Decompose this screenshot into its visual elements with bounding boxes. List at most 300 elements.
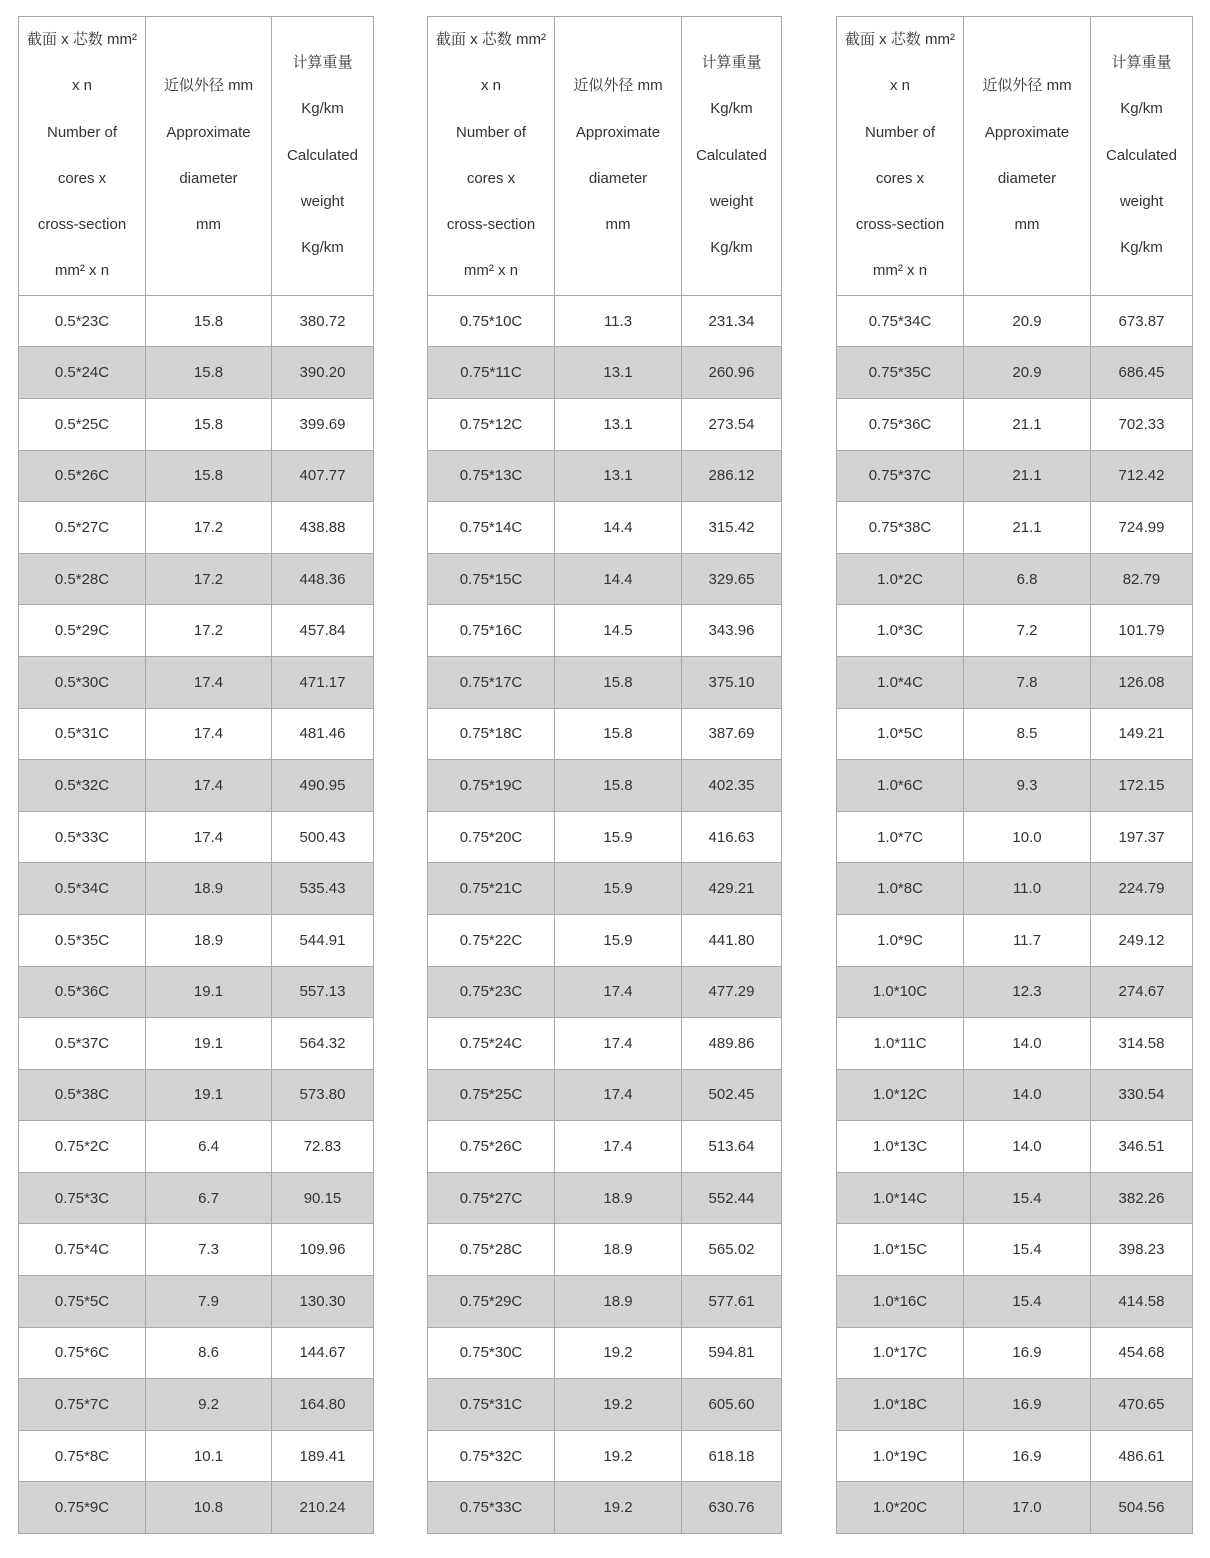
cell-cross-section: 0.75*32C — [428, 1430, 555, 1482]
cell-cross-section: 0.75*10C — [428, 295, 555, 347]
cell-cross-section: 0.75*11C — [428, 347, 555, 399]
cell-diameter: 17.2 — [146, 605, 272, 657]
table-row — [837, 708, 1193, 760]
table-row — [428, 760, 782, 812]
cell-diameter: 21.1 — [964, 450, 1091, 502]
cell-diameter: 17.4 — [555, 966, 682, 1018]
table-row — [428, 914, 782, 966]
cell-cross-section: 1.0*15C — [837, 1224, 964, 1276]
cell-cross-section: 0.5*37C — [19, 1018, 146, 1070]
cell-weight: 573.80 — [272, 1069, 374, 1121]
cell-weight: 109.96 — [272, 1224, 374, 1276]
cell-weight: 197.37 — [1091, 811, 1193, 863]
cell-cross-section: 1.0*19C — [837, 1430, 964, 1482]
header-line: diameter — [588, 169, 648, 187]
cell-diameter: 18.9 — [146, 863, 272, 915]
cell-diameter: 18.9 — [146, 914, 272, 966]
cell-diameter: 15.8 — [146, 295, 272, 347]
cable-table-3 — [836, 16, 1193, 1534]
header-diameter — [964, 17, 1091, 296]
table-row — [428, 708, 782, 760]
table-row — [19, 1224, 374, 1276]
header-diameter — [146, 17, 272, 296]
cell-weight: 274.67 — [1091, 966, 1193, 1018]
table-row — [837, 863, 1193, 915]
cell-cross-section: 1.0*11C — [837, 1018, 964, 1070]
cell-weight: 101.79 — [1091, 605, 1193, 657]
cell-weight: 686.45 — [1091, 347, 1193, 399]
cell-weight: 273.54 — [682, 398, 782, 450]
cell-cross-section: 1.0*13C — [837, 1121, 964, 1173]
table-row — [19, 295, 374, 347]
header-line: 近似外径 mm — [163, 77, 254, 95]
cell-weight: 457.84 — [272, 605, 374, 657]
cell-diameter: 14.0 — [964, 1121, 1091, 1173]
cell-weight: 314.58 — [1091, 1018, 1193, 1070]
cell-diameter: 7.2 — [964, 605, 1091, 657]
cell-cross-section: 0.5*32C — [19, 760, 146, 812]
cell-cross-section: 0.75*3C — [19, 1172, 146, 1224]
cell-weight: 441.80 — [682, 914, 782, 966]
table-row — [837, 450, 1193, 502]
table-row — [837, 1276, 1193, 1328]
cell-weight: 502.45 — [682, 1069, 782, 1121]
cell-cross-section: 0.5*24C — [19, 347, 146, 399]
cell-diameter: 18.9 — [555, 1224, 682, 1276]
cell-weight: 552.44 — [682, 1172, 782, 1224]
cell-cross-section: 1.0*8C — [837, 863, 964, 915]
header-line: mm² x n — [872, 262, 928, 280]
cell-weight: 330.54 — [1091, 1069, 1193, 1121]
header-line: 截面 x 芯数 mm² — [845, 31, 955, 48]
cell-weight: 346.51 — [1091, 1121, 1193, 1173]
cell-weight: 513.64 — [682, 1121, 782, 1173]
cell-cross-section: 1.0*17C — [837, 1327, 964, 1379]
cell-diameter: 18.9 — [555, 1276, 682, 1328]
header-weight — [682, 17, 782, 296]
cell-cross-section: 1.0*18C — [837, 1379, 964, 1431]
cell-weight: 500.43 — [272, 811, 374, 863]
table-row — [428, 347, 782, 399]
cell-cross-section: 0.75*31C — [428, 1379, 555, 1431]
cell-diameter: 17.4 — [146, 708, 272, 760]
cell-weight: 414.58 — [1091, 1276, 1193, 1328]
cell-weight: 481.46 — [272, 708, 374, 760]
header-line: 计算重量 — [292, 54, 353, 72]
cell-cross-section: 0.5*34C — [19, 863, 146, 915]
header-line: weight — [1119, 193, 1164, 211]
cell-diameter: 16.9 — [964, 1379, 1091, 1431]
cell-cross-section: 0.5*25C — [19, 398, 146, 450]
cell-cross-section: 0.75*22C — [428, 914, 555, 966]
cell-weight: 594.81 — [682, 1327, 782, 1379]
cell-cross-section: 1.0*4C — [837, 656, 964, 708]
cell-diameter: 10.8 — [146, 1482, 272, 1534]
cell-cross-section: 0.75*36C — [837, 398, 964, 450]
table-row — [19, 1121, 374, 1173]
table-row — [428, 966, 782, 1018]
cell-weight: 380.72 — [272, 295, 374, 347]
cell-cross-section: 0.75*37C — [837, 450, 964, 502]
header-line: diameter — [997, 169, 1057, 187]
header-line: 近似外径 mm — [573, 77, 663, 95]
cell-diameter: 19.2 — [555, 1482, 682, 1534]
cell-diameter: 13.1 — [555, 347, 682, 399]
header-line: Kg/km — [710, 239, 753, 257]
cell-cross-section: 0.75*34C — [837, 295, 964, 347]
cell-diameter: 6.7 — [146, 1172, 272, 1224]
cell-cross-section: 1.0*6C — [837, 760, 964, 812]
cell-weight: 557.13 — [272, 966, 374, 1018]
header-line: weight — [709, 193, 754, 211]
table-row — [19, 811, 374, 863]
header-line: mm — [605, 216, 631, 234]
cable-table-1 — [18, 16, 374, 1534]
table-row — [837, 347, 1193, 399]
cell-weight: 454.68 — [1091, 1327, 1193, 1379]
table-row — [837, 656, 1193, 708]
cell-weight: 429.21 — [682, 863, 782, 915]
cell-diameter: 10.1 — [146, 1430, 272, 1482]
cell-weight: 224.79 — [1091, 863, 1193, 915]
cell-weight: 438.88 — [272, 502, 374, 554]
cell-cross-section: 0.75*27C — [428, 1172, 555, 1224]
table-row — [428, 863, 782, 915]
cell-diameter: 14.5 — [555, 605, 682, 657]
cell-weight: 189.41 — [272, 1430, 374, 1482]
cell-weight: 231.34 — [682, 295, 782, 347]
cell-cross-section: 0.5*35C — [19, 914, 146, 966]
cell-cross-section: 0.75*15C — [428, 553, 555, 605]
cell-weight: 544.91 — [272, 914, 374, 966]
table-row — [428, 295, 782, 347]
cell-diameter: 8.5 — [964, 708, 1091, 760]
table-row — [19, 1482, 374, 1534]
table-row — [428, 1224, 782, 1276]
cell-weight: 164.80 — [272, 1379, 374, 1431]
table-row — [837, 1482, 1193, 1534]
table-row — [19, 760, 374, 812]
table-row — [428, 1172, 782, 1224]
cell-cross-section: 1.0*7C — [837, 811, 964, 863]
cell-diameter: 7.3 — [146, 1224, 272, 1276]
cell-cross-section: 1.0*2C — [837, 553, 964, 605]
cell-diameter: 17.2 — [146, 502, 272, 554]
cell-weight: 72.83 — [272, 1121, 374, 1173]
cell-diameter: 7.8 — [964, 656, 1091, 708]
header-line: cores x — [466, 169, 516, 187]
cell-diameter: 11.3 — [555, 295, 682, 347]
header-line: Kg/km — [301, 100, 344, 118]
table-row — [19, 914, 374, 966]
table-row — [428, 1327, 782, 1379]
cell-diameter: 17.2 — [146, 553, 272, 605]
cell-weight: 702.33 — [1091, 398, 1193, 450]
table-row — [837, 605, 1193, 657]
header-line: Kg/km — [1120, 239, 1163, 257]
table-row — [19, 553, 374, 605]
header-line: weight — [300, 193, 345, 211]
cell-diameter: 19.1 — [146, 966, 272, 1018]
table-row — [19, 708, 374, 760]
cell-diameter: 11.7 — [964, 914, 1091, 966]
table-row — [19, 1172, 374, 1224]
header-line: 计算重量 — [701, 54, 762, 72]
cell-diameter: 20.9 — [964, 295, 1091, 347]
header-cross-section — [19, 17, 146, 296]
cell-diameter: 15.9 — [555, 811, 682, 863]
cell-weight: 375.10 — [682, 656, 782, 708]
cell-diameter: 19.2 — [555, 1327, 682, 1379]
cell-diameter: 21.1 — [964, 502, 1091, 554]
header-line: Calculated — [1106, 146, 1177, 164]
cell-cross-section: 0.75*17C — [428, 656, 555, 708]
table-row — [19, 1379, 374, 1431]
cell-cross-section: 0.75*28C — [428, 1224, 555, 1276]
cell-weight: 90.15 — [272, 1172, 374, 1224]
table-row — [837, 1069, 1193, 1121]
cell-diameter: 6.8 — [964, 553, 1091, 605]
cell-cross-section: 1.0*12C — [837, 1069, 964, 1121]
header-line: x n — [889, 77, 910, 95]
cell-diameter: 17.4 — [146, 811, 272, 863]
cell-diameter: 15.9 — [555, 914, 682, 966]
cell-weight: 504.56 — [1091, 1482, 1193, 1534]
cell-cross-section: 0.75*5C — [19, 1276, 146, 1328]
cell-cross-section: 0.75*14C — [428, 502, 555, 554]
cell-weight: 329.65 — [682, 553, 782, 605]
cell-cross-section: 0.5*30C — [19, 656, 146, 708]
cell-diameter: 14.0 — [964, 1018, 1091, 1070]
header-line: cross-section — [37, 216, 127, 234]
cell-weight: 630.76 — [682, 1482, 782, 1534]
table-row — [428, 1482, 782, 1534]
table-row — [428, 1069, 782, 1121]
cell-weight: 249.12 — [1091, 914, 1193, 966]
cell-weight: 390.20 — [272, 347, 374, 399]
table-row — [428, 553, 782, 605]
table-row — [428, 1276, 782, 1328]
header-weight — [1091, 17, 1193, 296]
cell-diameter: 10.0 — [964, 811, 1091, 863]
cell-weight: 535.43 — [272, 863, 374, 915]
cell-weight: 490.95 — [272, 760, 374, 812]
cell-weight: 126.08 — [1091, 656, 1193, 708]
cell-cross-section: 0.5*31C — [19, 708, 146, 760]
table-row — [428, 502, 782, 554]
cell-weight: 416.63 — [682, 811, 782, 863]
cell-weight: 149.21 — [1091, 708, 1193, 760]
cell-diameter: 15.4 — [964, 1172, 1091, 1224]
header-line: x n — [71, 77, 92, 95]
cell-diameter: 17.0 — [964, 1482, 1091, 1534]
table-row — [837, 1121, 1193, 1173]
cell-diameter: 17.4 — [146, 656, 272, 708]
header-cross-section — [837, 17, 964, 296]
cell-weight: 172.15 — [1091, 760, 1193, 812]
cell-cross-section: 0.5*27C — [19, 502, 146, 554]
cell-diameter: 17.4 — [555, 1069, 682, 1121]
cell-diameter: 15.8 — [555, 760, 682, 812]
table-row — [19, 605, 374, 657]
cell-cross-section: 0.75*9C — [19, 1482, 146, 1534]
table-row — [428, 398, 782, 450]
header-line: Approximate — [575, 123, 661, 141]
cell-cross-section: 0.75*4C — [19, 1224, 146, 1276]
cell-cross-section: 0.75*20C — [428, 811, 555, 863]
header-line: Calculated — [696, 146, 767, 164]
cell-cross-section: 0.5*38C — [19, 1069, 146, 1121]
cell-diameter: 14.0 — [964, 1069, 1091, 1121]
header-line: Kg/km — [301, 239, 344, 257]
cell-diameter: 6.4 — [146, 1121, 272, 1173]
cell-cross-section: 0.75*7C — [19, 1379, 146, 1431]
header-row — [428, 17, 782, 296]
cell-weight: 618.18 — [682, 1430, 782, 1482]
table-row — [19, 1327, 374, 1379]
cell-weight: 471.17 — [272, 656, 374, 708]
cell-diameter: 17.4 — [555, 1018, 682, 1070]
table-row — [428, 1018, 782, 1070]
cable-table-2 — [427, 16, 782, 1534]
table-row — [19, 1018, 374, 1070]
cell-cross-section: 0.5*28C — [19, 553, 146, 605]
cell-weight: 470.65 — [1091, 1379, 1193, 1431]
cell-cross-section: 0.75*29C — [428, 1276, 555, 1328]
cell-diameter: 13.1 — [555, 398, 682, 450]
cell-cross-section: 0.75*23C — [428, 966, 555, 1018]
header-line: mm² x n — [463, 262, 519, 280]
cell-diameter: 20.9 — [964, 347, 1091, 399]
cell-weight: 565.02 — [682, 1224, 782, 1276]
table-row — [428, 656, 782, 708]
table-row — [837, 553, 1193, 605]
table-row — [19, 1276, 374, 1328]
header-line: Kg/km — [710, 100, 753, 118]
cell-cross-section: 0.5*26C — [19, 450, 146, 502]
table-row — [837, 295, 1193, 347]
cell-diameter: 9.2 — [146, 1379, 272, 1431]
cell-cross-section: 0.75*35C — [837, 347, 964, 399]
header-line: 计算重量 — [1111, 54, 1172, 72]
cell-diameter: 17.4 — [146, 760, 272, 812]
cell-diameter: 15.8 — [146, 450, 272, 502]
cell-cross-section: 0.5*36C — [19, 966, 146, 1018]
cell-cross-section: 1.0*10C — [837, 966, 964, 1018]
cell-cross-section: 0.75*16C — [428, 605, 555, 657]
header-line: cross-section — [855, 216, 945, 234]
table-row — [19, 656, 374, 708]
cell-diameter: 15.8 — [146, 347, 272, 399]
cell-diameter: 19.2 — [555, 1379, 682, 1431]
table-row — [19, 450, 374, 502]
table-row — [19, 1430, 374, 1482]
table-row — [837, 1379, 1193, 1431]
cell-diameter: 15.8 — [555, 656, 682, 708]
header-line: cores x — [875, 169, 925, 187]
header-line: Approximate — [984, 123, 1070, 141]
cell-cross-section: 0.75*13C — [428, 450, 555, 502]
cell-cross-section: 1.0*16C — [837, 1276, 964, 1328]
cell-weight: 564.32 — [272, 1018, 374, 1070]
table-row — [837, 398, 1193, 450]
cell-weight: 407.77 — [272, 450, 374, 502]
cell-weight: 315.42 — [682, 502, 782, 554]
table-row — [428, 450, 782, 502]
cell-cross-section: 0.5*23C — [19, 295, 146, 347]
header-line: mm — [196, 216, 221, 234]
cell-cross-section: 0.75*18C — [428, 708, 555, 760]
header-line: 截面 x 芯数 mm² — [436, 31, 546, 48]
cell-diameter: 18.9 — [555, 1172, 682, 1224]
table-row — [428, 1121, 782, 1173]
cell-weight: 448.36 — [272, 553, 374, 605]
table-row — [428, 1430, 782, 1482]
cell-cross-section: 1.0*3C — [837, 605, 964, 657]
table-row — [19, 966, 374, 1018]
cell-diameter: 15.8 — [555, 708, 682, 760]
header-line: Number of — [455, 123, 527, 141]
table-row — [837, 1224, 1193, 1276]
cell-cross-section: 0.75*8C — [19, 1430, 146, 1482]
header-line: Number of — [46, 123, 118, 141]
header-row — [837, 17, 1193, 296]
cell-weight: 724.99 — [1091, 502, 1193, 554]
cell-weight: 399.69 — [272, 398, 374, 450]
cell-weight: 486.61 — [1091, 1430, 1193, 1482]
cell-diameter: 21.1 — [964, 398, 1091, 450]
header-line: Calculated — [287, 146, 358, 164]
table-row — [19, 502, 374, 554]
cell-diameter: 19.1 — [146, 1018, 272, 1070]
header-line: cross-section — [446, 216, 536, 234]
cell-diameter: 9.3 — [964, 760, 1091, 812]
cell-cross-section: 0.75*30C — [428, 1327, 555, 1379]
table-row — [837, 914, 1193, 966]
cell-weight: 673.87 — [1091, 295, 1193, 347]
cell-diameter: 15.9 — [555, 863, 682, 915]
cell-diameter: 15.8 — [146, 398, 272, 450]
header-line: cores x — [57, 169, 107, 187]
cell-diameter: 16.9 — [964, 1327, 1091, 1379]
cell-diameter: 12.3 — [964, 966, 1091, 1018]
header-line: diameter — [179, 169, 238, 187]
cell-weight: 382.26 — [1091, 1172, 1193, 1224]
header-line: mm — [1014, 216, 1040, 234]
cell-cross-section: 0.5*33C — [19, 811, 146, 863]
cell-diameter: 19.2 — [555, 1430, 682, 1482]
cell-weight: 477.29 — [682, 966, 782, 1018]
header-line: mm² x n — [54, 262, 110, 280]
cell-diameter: 15.4 — [964, 1276, 1091, 1328]
cell-diameter: 19.1 — [146, 1069, 272, 1121]
cell-cross-section: 0.75*26C — [428, 1121, 555, 1173]
cell-cross-section: 1.0*9C — [837, 914, 964, 966]
cell-weight: 489.86 — [682, 1018, 782, 1070]
table-row — [837, 811, 1193, 863]
cell-diameter: 13.1 — [555, 450, 682, 502]
cell-weight: 402.35 — [682, 760, 782, 812]
cell-weight: 82.79 — [1091, 553, 1193, 605]
cell-cross-section: 0.75*6C — [19, 1327, 146, 1379]
header-line: 截面 x 芯数 mm² — [27, 31, 137, 48]
table-row — [19, 863, 374, 915]
cell-diameter: 16.9 — [964, 1430, 1091, 1482]
cell-weight: 343.96 — [682, 605, 782, 657]
cell-weight: 286.12 — [682, 450, 782, 502]
cell-cross-section: 0.75*21C — [428, 863, 555, 915]
header-cross-section — [428, 17, 555, 296]
